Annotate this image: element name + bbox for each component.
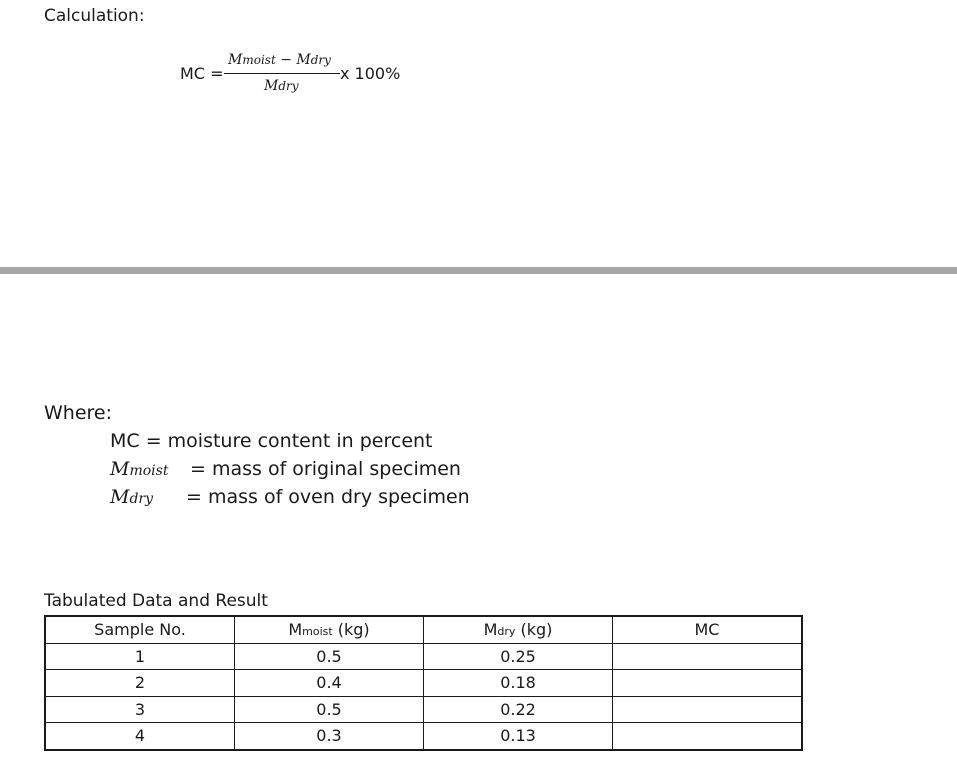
- header-mc: MC: [613, 616, 803, 643]
- table-row: [45, 696, 802, 723]
- cell-sample: 3: [45, 696, 235, 723]
- cell-moist: 0.3: [235, 723, 424, 750]
- cell-sample: 1: [45, 643, 235, 670]
- results-table: [44, 615, 803, 751]
- where-heading: Where:: [44, 402, 113, 424]
- definition-m-moist: = mass of original specimen: [190, 458, 461, 480]
- cell-moist: 0.5: [235, 643, 424, 670]
- section-divider: [0, 267, 957, 274]
- definition-m-dry: = mass of oven dry specimen: [186, 486, 470, 508]
- fraction-bar: [224, 73, 340, 74]
- table-row: [45, 723, 802, 750]
- header-m-moist: Mmoist (kg): [235, 616, 424, 643]
- table-header-row: [45, 616, 802, 643]
- cell-moist: 0.4: [235, 670, 424, 697]
- cell-mc: [613, 696, 803, 723]
- cell-dry: 0.22: [424, 696, 613, 723]
- cell-mc: [613, 723, 803, 750]
- definition-mc: MC = moisture content in percent: [110, 430, 433, 452]
- cell-sample: 2: [45, 670, 235, 697]
- formula-numerator: Mmoist − Mdry: [228, 52, 331, 68]
- moisture-content-formula: [180, 52, 440, 112]
- formula-denominator: Mdry: [264, 78, 299, 94]
- header-m-dry: Mdry (kg): [424, 616, 613, 643]
- formula-multiplier: x 100%: [340, 64, 401, 83]
- symbol-m-moist: Mmoist: [110, 458, 169, 480]
- cell-sample: 4: [45, 723, 235, 750]
- cell-dry: 0.18: [424, 670, 613, 697]
- table-row: [45, 670, 802, 697]
- formula-lhs: MC =: [180, 64, 224, 83]
- cell-dry: 0.25: [424, 643, 613, 670]
- cell-mc: [613, 643, 803, 670]
- symbol-m-dry: Mdry: [110, 486, 154, 508]
- cell-moist: 0.5: [235, 696, 424, 723]
- table-row: [45, 643, 802, 670]
- cell-mc: [613, 670, 803, 697]
- header-sample-no: Sample No.: [45, 616, 235, 643]
- calculation-heading: Calculation:: [44, 6, 145, 26]
- table-caption: Tabulated Data and Result: [44, 591, 268, 611]
- cell-dry: 0.13: [424, 723, 613, 750]
